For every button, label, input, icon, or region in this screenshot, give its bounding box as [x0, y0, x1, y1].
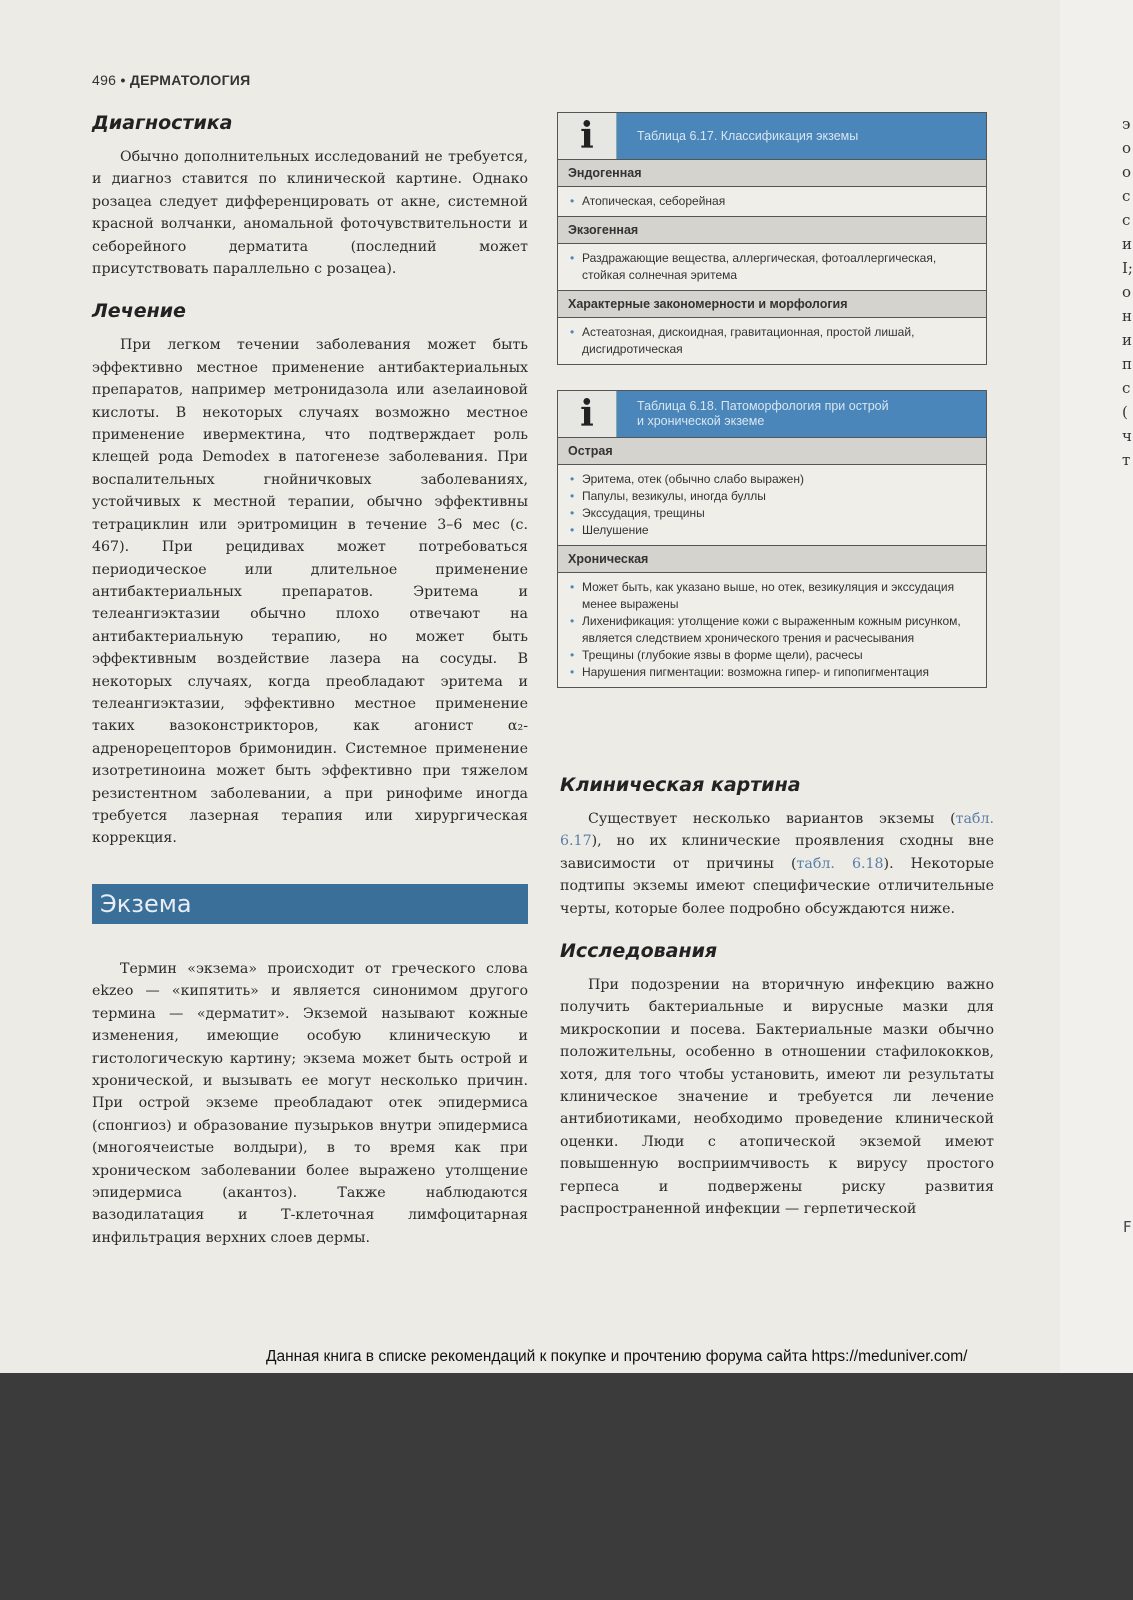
running-head	[92, 72, 251, 88]
edge-letter: с	[1122, 187, 1131, 205]
table-ref-618[interactable]: табл. 6.18	[796, 855, 884, 872]
diagnostics-text: Обычно дополнительных исследований не требуется, и диагноз ставится по клинической картине. Однако розацеа следует дифференцировать от акне, системной красной волчанки, аномальной фоточувствительности и себорейного дерматита (последний может присутствовать параллельно с розацеа).	[92, 149, 528, 278]
table-6-17-section-body	[558, 187, 986, 216]
list-item: • Атопическая, себорейная	[568, 193, 976, 210]
info-icon: i	[558, 391, 617, 437]
edge-letter: п	[1122, 355, 1132, 373]
table-6-18-title: Таблица 6.18. Патоморфология при острой и хронической экземе	[637, 399, 889, 428]
diagnostics-heading: Диагностика	[92, 112, 233, 134]
investigations-heading: Исследования	[560, 940, 718, 963]
edge-letter: н	[1122, 307, 1132, 325]
list-item: • Астеатозная, дискоидная, гравитационная, простой лишай, дисгидротическая	[568, 324, 976, 358]
table-6-17-section-1: Экзогенная	[558, 216, 986, 244]
list-item: • Папулы, везикулы, иногда буллы	[568, 488, 976, 505]
edge-letter: о	[1122, 283, 1132, 301]
table-6-18-section-body	[558, 465, 986, 545]
edge-letter: с	[1122, 211, 1131, 229]
edge-letter: о	[1122, 139, 1132, 157]
edge-letter: с	[1122, 379, 1131, 397]
table-6-18-section-0: Острая	[558, 438, 986, 465]
treatment-heading: Лечение	[92, 300, 186, 323]
section-title: ДЕРМАТОЛОГИЯ	[129, 72, 251, 88]
info-icon: i	[558, 113, 617, 159]
list-item: • Раздражающие вещества, аллергическая, фотоаллергическая, стойкая солнечная эритема	[568, 250, 976, 284]
list-item: • Эритема, отек (обычно слабо выражен)	[568, 471, 976, 488]
next-page-letters	[1122, 112, 1133, 472]
table-6-18-section-body	[558, 573, 986, 687]
edge-letter: т	[1122, 451, 1131, 469]
clinical-text: Существует несколько вариантов экземы (табл. 6.17), но их клинические проявления сходны вне зависимости от причины (табл. 6.18). Некоторые подтипы экземы имеют специфические отличительные черты, которые более подробно обсуждаются ниже.	[560, 811, 994, 917]
edge-letter: (	[1122, 403, 1128, 421]
table-6-18	[557, 390, 987, 688]
scanner-background	[0, 1373, 1133, 1600]
footer-note: Данная книга в списке рекомендаций к покупке и прочтению форума сайта https://meduniver.com/	[266, 1348, 968, 1365]
list-item: • Экссудация, трещины	[568, 505, 976, 522]
table-6-18-section-1: Хроническая	[558, 545, 986, 573]
eczema-column	[92, 958, 528, 1249]
treatment-text: При легком течении заболевания может быть эффективно местное применение антибактериальных препаратов, например метронидазола или азелаиновой кислоты. В некоторых случаях возможно местное применение ивермектина, что подтверждает роль клещей рода Demodex в патогенезе заболевания. При воспалительных гнойничковых заболеваниях, устойчивых к местной терапии, обычно эффективны тетрациклин или эритромицин в течение 3–6 мес (с. 467). При рецидивах может потребоваться периодическое или длительное применение антибактериальных препаратов. Эритема и телеангиэктазии обычно плохо отвечают на антибактериальную терапию, но может быть эффективным воздействие лазера на сосуды. В некоторых случаях, когда преобладают эритема и телеангиэктазии, эффективно местное применение таких вазоконстрикторов, как агонист α₂-адренорецепторов бримонидин. Системное применение изотретиноина может быть эффективно при тяжелом резистентном заболевании, а при ринофиме иногда требуется лазерная терапия или хирургическая коррекция.	[92, 337, 528, 847]
edge-letter: э	[1122, 115, 1131, 133]
next-page-letter: F	[1123, 1218, 1132, 1236]
eczema-text: Термин «экзема» происходит от греческого слова ekzeo — «кипятить» и является синонимом другого термина — «дерматит». Экземой называют кожные изменения, имеющие особую клиническую и гистологическую картину; экзема может быть острой и хронической, и вызывать ее могут несколько причин. При острой экземе преобладают отек эпидермиса (спонгиоз) и образование пузырьков внутри эпидермиса (многоячеистые волдыри), в то время как при хроническом заболевании более выражено утолщение эпидермиса (акантоз). Также наблюдаются вазодилатация и Т-клеточная лимфоцитарная инфильтрация верхних слоев дермы.	[92, 961, 528, 1246]
table-6-17-section-0: Эндогенная	[558, 160, 986, 187]
list-item: • Может быть, как указано выше, но отек, везикуляция и экссудация менее выражены	[568, 579, 976, 613]
table-ref-617[interactable]: табл. 6.17	[560, 811, 994, 850]
table-6-18-header	[558, 391, 986, 438]
edge-letter: и	[1122, 331, 1132, 349]
investigations-text: При подозрении на вторичную инфекцию важно получить бактериальные и вирусные мазки для микроскопии и посева. Бактериальные мазки обычно положительны, особенно в отношении стафилококков, хотя, для того чтобы установить, имеют ли результаты клиническое значение и требуется ли лечение антибиотиками, необходимо проведение клинической оценки. Люди с атопической экземой имеют повышенную восприимчивость к вирусу простого герпеса и подвержены риску развития распространенной инфекции — герпетической	[560, 977, 994, 1218]
table-6-17-section-2: Характерные закономерности и морфология	[558, 290, 986, 318]
edge-letter: ч	[1122, 427, 1132, 445]
edge-letter: и	[1122, 235, 1132, 253]
eczema-section-bar: Экзема	[92, 884, 528, 924]
table-6-17-section-body	[558, 318, 986, 364]
edge-letter: I;	[1122, 259, 1133, 277]
clinical-heading: Клиническая картина	[560, 774, 801, 796]
table-6-17-section-body	[558, 244, 986, 290]
list-item: • Трещины (глубокие язвы в форме щели), расчесы	[568, 647, 976, 664]
page-number: 496	[92, 72, 117, 88]
table-6-17-header	[558, 113, 986, 160]
table-6-17-title: Таблица 6.17. Классификация экземы	[637, 128, 859, 143]
list-item: • Нарушения пигментации: возможна гипер- и гипопигментация	[568, 664, 976, 681]
list-item: • Лихенификация: утолщение кожи с выраженным кожным рисунком, является следствием хронического трения и расчесывания	[568, 613, 976, 647]
left-column	[92, 112, 528, 850]
edge-letter: о	[1122, 163, 1132, 181]
list-item: • Шелушение	[568, 522, 976, 539]
right-column	[560, 774, 994, 1221]
table-6-17	[557, 112, 987, 365]
separator: •	[120, 72, 126, 88]
